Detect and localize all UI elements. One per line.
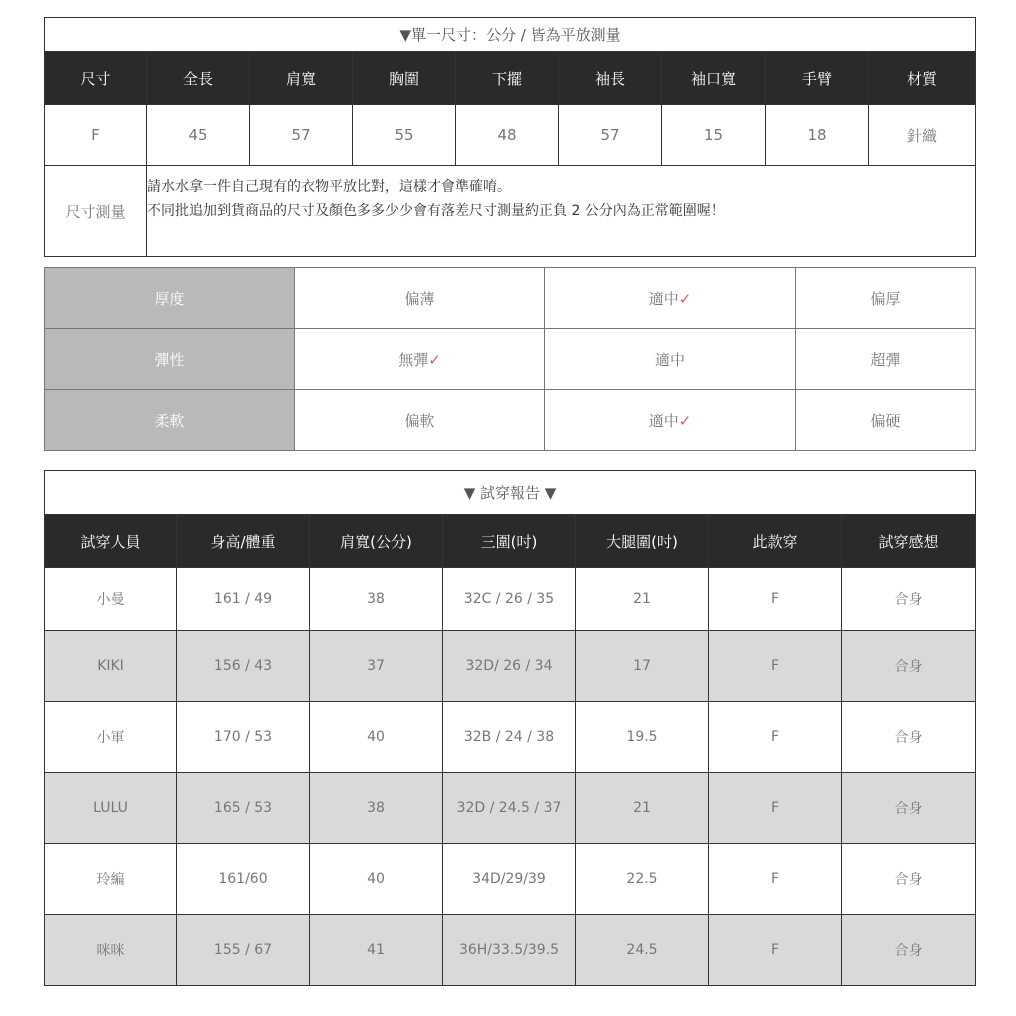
fabric-feel-table — [44, 267, 976, 451]
table-cell: 161 / 49 — [177, 568, 310, 631]
table-cell: 155 / 67 — [177, 915, 310, 986]
feel-option-selected: 適中✓ — [545, 268, 796, 329]
fit-header-cell: 大腿圍(吋) — [576, 515, 709, 568]
table-cell: 小曼 — [45, 568, 177, 631]
table-cell: 合身 — [842, 773, 976, 844]
table-row — [45, 568, 976, 631]
table-row — [45, 702, 976, 773]
fit-report-table — [44, 470, 976, 986]
check-icon: ✓ — [428, 350, 441, 369]
table-cell: LULU — [45, 773, 177, 844]
table-cell: 40 — [310, 702, 443, 773]
table-cell: 17 — [576, 631, 709, 702]
table-cell: 合身 — [842, 844, 976, 915]
feel-label: 彈性 — [45, 329, 295, 390]
feel-label: 厚度 — [45, 268, 295, 329]
table-cell: 156 / 43 — [177, 631, 310, 702]
table-cell: 38 — [310, 568, 443, 631]
size-value-cell: 55 — [353, 105, 456, 166]
size-value-cell: 45 — [147, 105, 250, 166]
fit-header-cell: 身高/體重 — [177, 515, 310, 568]
table-cell: 咪咪 — [45, 915, 177, 986]
table-cell: 21 — [576, 773, 709, 844]
feel-option: 偏薄 — [295, 268, 545, 329]
size-value-cell: 18 — [766, 105, 869, 166]
measurement-note-line: 請水水拿一件自己現有的衣物平放比對，這樣才會準確唷。 — [147, 179, 511, 195]
measurement-note-label: 尺寸測量 — [45, 166, 147, 257]
table-cell: 合身 — [842, 631, 976, 702]
table-cell: F — [709, 915, 842, 986]
feel-option: 偏軟 — [295, 390, 545, 451]
feel-row-softness — [45, 390, 976, 451]
feel-option: 偏硬 — [796, 390, 976, 451]
table-cell: 小軍 — [45, 702, 177, 773]
table-cell: 合身 — [842, 702, 976, 773]
size-header-cell: 材質 — [869, 52, 976, 105]
size-header-cell: 肩寬 — [250, 52, 353, 105]
measurement-note — [147, 166, 976, 257]
feel-option: 超彈 — [796, 329, 976, 390]
table-cell: 37 — [310, 631, 443, 702]
feel-option: 適中 — [545, 329, 796, 390]
table-cell: 32D / 24.5 / 37 — [443, 773, 576, 844]
feel-row-elasticity — [45, 329, 976, 390]
table-row — [45, 773, 976, 844]
feel-option-selected: 無彈✓ — [295, 329, 545, 390]
size-value-cell: 48 — [456, 105, 559, 166]
size-header-cell: 手臂 — [766, 52, 869, 105]
table-cell: F — [709, 568, 842, 631]
size-value-cell: 57 — [250, 105, 353, 166]
feel-label: 柔軟 — [45, 390, 295, 451]
size-header-cell: 胸圍 — [353, 52, 456, 105]
size-value-cell: F — [45, 105, 147, 166]
size-header-cell: 下擺 — [456, 52, 559, 105]
measurement-note-line: 不同批追加到貨商品的尺寸及顏色多多少少會有落差尺寸測量約正負 2 公分內為正常範圍喔！ — [147, 203, 725, 219]
table-row — [45, 844, 976, 915]
table-cell: F — [709, 631, 842, 702]
table-cell: 41 — [310, 915, 443, 986]
fit-header-cell: 三圍(吋) — [443, 515, 576, 568]
fit-header-cell: 此款穿 — [709, 515, 842, 568]
table-cell: 32B / 24 / 38 — [443, 702, 576, 773]
table-cell: 19.5 — [576, 702, 709, 773]
fit-header-cell: 試穿感想 — [842, 515, 976, 568]
table-cell: 34D/29/39 — [443, 844, 576, 915]
table-cell: 合身 — [842, 568, 976, 631]
size-chart-caption: ▼單一尺寸：公分 / 皆為平放測量 — [45, 18, 976, 52]
size-value-cell: 15 — [662, 105, 766, 166]
table-cell: 24.5 — [576, 915, 709, 986]
fit-report-caption: ▼ 試穿報告 ▼ — [45, 471, 976, 515]
table-cell: 32D/ 26 / 34 — [443, 631, 576, 702]
feel-option: 偏厚 — [796, 268, 976, 329]
table-cell: 38 — [310, 773, 443, 844]
fit-header-cell: 肩寬(公分) — [310, 515, 443, 568]
table-cell: F — [709, 702, 842, 773]
size-header-cell: 袖長 — [559, 52, 662, 105]
table-cell: 165 / 53 — [177, 773, 310, 844]
table-cell: F — [709, 773, 842, 844]
table-cell: 22.5 — [576, 844, 709, 915]
size-chart-table — [44, 17, 976, 257]
table-cell: 161/60 — [177, 844, 310, 915]
table-cell: 36H/33.5/39.5 — [443, 915, 576, 986]
fit-header-cell: 試穿人員 — [45, 515, 177, 568]
size-header-cell: 袖口寬 — [662, 52, 766, 105]
table-cell: 32C / 26 / 35 — [443, 568, 576, 631]
table-row — [45, 631, 976, 702]
table-row — [45, 915, 976, 986]
check-icon: ✓ — [678, 411, 692, 430]
size-header-cell: 尺寸 — [45, 52, 147, 105]
table-cell: 170 / 53 — [177, 702, 310, 773]
table-cell: 40 — [310, 844, 443, 915]
size-value-cell: 57 — [559, 105, 662, 166]
table-cell: 21 — [576, 568, 709, 631]
feel-option-selected: 適中✓ — [545, 390, 796, 451]
table-cell: F — [709, 844, 842, 915]
size-value-cell: 針織 — [869, 105, 976, 166]
table-cell: KIKI — [45, 631, 177, 702]
feel-row-thickness — [45, 268, 976, 329]
size-header-cell: 全長 — [147, 52, 250, 105]
check-icon: ✓ — [678, 289, 692, 308]
table-cell: 合身 — [842, 915, 976, 986]
table-cell: 玲編 — [45, 844, 177, 915]
